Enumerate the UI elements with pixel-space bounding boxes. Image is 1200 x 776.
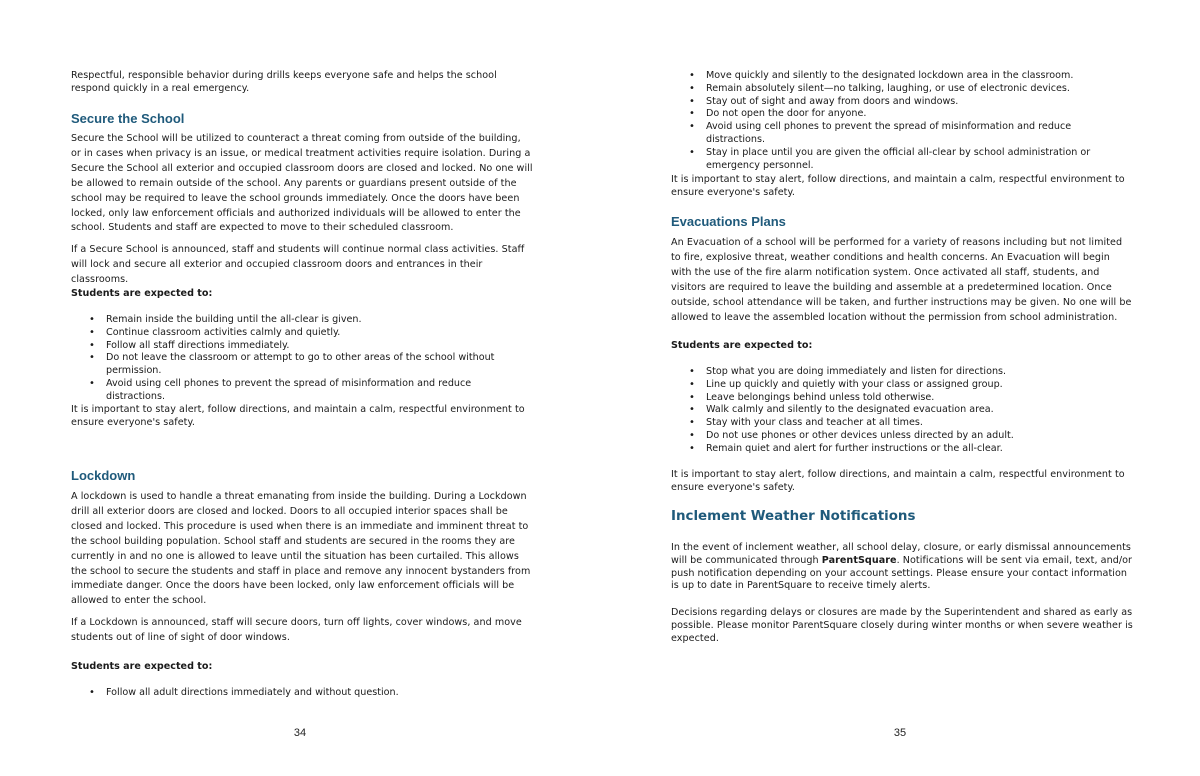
lockdown-paragraph-1: A lockdown is used to handle a threat emanating from inside the building. During a Lockdown drill all exterior doors are closed and locked. Doors to all occupied interior spaces shall be closed and locked. This procedure is used when there is an immediate and imminent threat to the school building population. School staff and students are secured in the rooms they are currently in and no one is allowed to leave until the situation has been curtailed. This allows the school to secure the students and staff in place and remove any innocent bystanders from immediate danger. Once the doors have been locked, only law enforcement officials will be allowed to enter the school.: [71, 491, 531, 607]
list-item: • Leave belongings behind unless told otherwise.: [671, 392, 1131, 405]
lockdown-bullet-list-start: [71, 687, 531, 700]
list-item: • Stop what you are doing immediately and listen for directions.: [671, 366, 1131, 379]
list-item: • Line up quickly and quietly with your class or assigned group.: [671, 379, 1131, 392]
intro-paragraph: Respectful, responsible behavior during drills keeps everyone safe and helps the school respond quickly in a real emergency.: [71, 70, 497, 94]
list-item: • Continue classroom activities calmly and quietly.: [71, 327, 531, 340]
lockdown-bullet-list-continued: [671, 70, 1131, 172]
evacuation-bullet-list: [671, 366, 1131, 456]
lockdown-students-expected-label: Students are expected to:: [71, 661, 213, 672]
heading-lockdown: Lockdown: [71, 468, 136, 483]
list-item: • Walk calmly and silently to the designated evacuation area.: [671, 404, 1131, 417]
list-item: • Stay with your class and teacher at all times.: [671, 417, 1131, 430]
heading-evacuations-plans: Evacuations Plans: [671, 214, 786, 229]
secure-students-expected-label: Students are expected to:: [71, 288, 213, 299]
secure-closing-paragraph: It is important to stay alert, follow directions, and maintain a calm, respectful environment to ensure everyone's safety.: [71, 404, 525, 428]
secure-bullet-list: [71, 314, 531, 404]
secure-paragraph-2: If a Secure School is announced, staff and students will continue normal class activities. Staff will lock and secure all exterior and occupied classroom doors and entrances in their classrooms.: [71, 244, 525, 285]
weather-paragraph-1: In the event of inclement weather, all school delay, closure, or early dismissal announcements will be communicated through ParentSquare. Notifications will be sent via email, text, and/or push notification depending on your account settings. Please ensure your contact information is up to date in ParentSquare to receive timely alerts.: [671, 542, 1133, 592]
list-item: • Stay out of sight and away from doors and windows.: [671, 96, 1131, 109]
list-item: • Stay in place until you are given the official all-clear by school administration or emergency personnel.: [671, 147, 1131, 173]
list-item: • Remain quiet and alert for further instructions or the all-clear.: [671, 443, 1131, 456]
list-item: • Do not open the door for anyone.: [671, 108, 1131, 121]
heading-inclement-weather-notifications: Inclement Weather Notifications: [671, 509, 916, 524]
page-number: 34: [293, 727, 307, 739]
page-35: [600, 0, 1200, 776]
lockdown-paragraph-2: If a Lockdown is announced, staff will secure doors, turn off lights, cover windows, and move students out of line of sight of door windows.: [71, 617, 522, 643]
list-item: • Remain inside the building until the all-clear is given.: [71, 314, 531, 327]
list-item: • Avoid using cell phones to prevent the spread of misinformation and reduce distractions.: [71, 378, 531, 404]
evacuation-closing-paragraph: It is important to stay alert, follow directions, and maintain a calm, respectful environment to ensure everyone's safety.: [671, 469, 1125, 493]
list-item: • Do not leave the classroom or attempt to go to other areas of the school without permission.: [71, 352, 531, 378]
secure-paragraph-1: Secure the School will be utilized to counteract a threat coming from outside of the building, or in cases when privacy is an issue, or medical treatment activities require isolation. During a Secure the School all exterior and occupied classroom doors are closed and locked. No one will be allowed to remain outside of the school. Any parents or guardians present outside of the school may be required to leave the school grounds immediately. Once the doors have been locked, only law enforcement officials and authorized individuals will be allowed to enter the school. Students and staff are expected to move to their scheduled classroom.: [71, 133, 533, 234]
parentsquare-bold: ParentSquare: [821, 554, 897, 566]
list-item: • Follow all adult directions immediately and without question.: [71, 687, 531, 700]
page-number: 35: [893, 727, 907, 739]
evacuation-paragraph-1: An Evacuation of a school will be performed for a variety of reasons including but not limited to fire, explosive threat, weather conditions and health concerns. An Evacuation will begin with the use of the fire alarm notification system. Once activated all staff, students, and visitors are required to leave the building and assemble at a predetermined location. Once outside, school attendance will be taken, and further instructions may be given. No one will be allowed to leave the assembled location without the permission from school administration.: [671, 237, 1132, 323]
evacuation-students-expected-label: Students are expected to:: [671, 340, 813, 351]
list-item: • Avoid using cell phones to prevent the spread of misinformation and reduce distractions.: [671, 121, 1131, 147]
list-item: • Do not use phones or other devices unless directed by an adult.: [671, 430, 1131, 443]
list-item: • Move quickly and silently to the designated lockdown area in the classroom.: [671, 70, 1131, 83]
lockdown-closing-paragraph: It is important to stay alert, follow directions, and maintain a calm, respectful environment to ensure everyone's safety.: [671, 174, 1125, 198]
list-item: • Follow all staff directions immediately.: [71, 340, 531, 353]
heading-secure-the-school: Secure the School: [71, 111, 185, 126]
list-item: • Remain absolutely silent—no talking, laughing, or use of electronic devices.: [671, 83, 1131, 96]
weather-paragraph-2: Decisions regarding delays or closures are made by the Superintendent and shared as early as possible. Please monitor ParentSquare closely during winter months or when severe weather is expected.: [671, 607, 1133, 644]
